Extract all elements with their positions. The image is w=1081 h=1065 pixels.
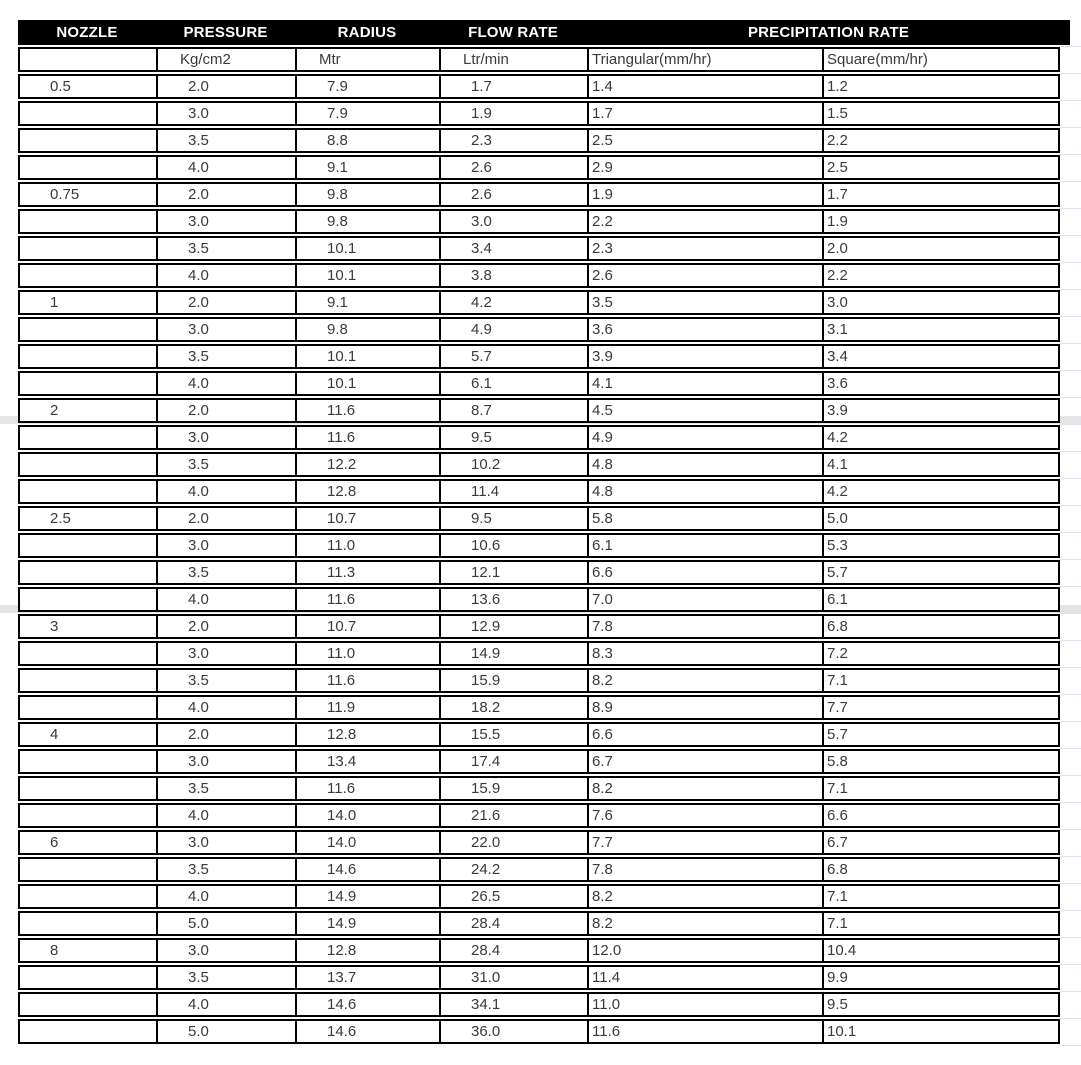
units-triangular-cell: Triangular(mm/hr) [587,47,822,72]
flow-rate-cell: 28.4 [439,911,587,936]
pressure-cell: 3.0 [156,749,295,774]
triangular-rate-cell: 2.5 [587,128,822,153]
pressure-cell: 3.5 [156,560,295,585]
flow-rate-cell: 13.6 [439,587,587,612]
square-rate-cell: 4.2 [822,479,1060,504]
table-row [18,965,1060,990]
pressure-cell: 4.0 [156,371,295,396]
radius-cell: 9.8 [295,209,439,234]
nozzle-cell [18,803,156,828]
pressure-cell: 4.0 [156,884,295,909]
triangular-rate-cell: 2.3 [587,236,822,261]
column-header-nozzle: NOZZLE [56,24,118,41]
table-row [18,317,1060,342]
flow-rate-cell: 18.2 [439,695,587,720]
table-row [18,641,1060,666]
square-rate-cell: 1.5 [822,101,1060,126]
triangular-rate-cell: 12.0 [587,938,822,963]
nozzle-cell [18,911,156,936]
table-row [18,1019,1060,1044]
nozzle-cell [18,668,156,693]
column-header-pressure: PRESSURE [183,24,268,41]
nozzle-cell [18,533,156,558]
units-pressure-cell: Kg/cm2 [156,47,295,72]
square-rate-cell: 2.0 [822,236,1060,261]
radius-cell: 11.0 [295,533,439,558]
nozzle-cell [18,209,156,234]
triangular-rate-cell: 8.3 [587,641,822,666]
pressure-cell: 4.0 [156,155,295,180]
pressure-cell: 2.0 [156,506,295,531]
square-rate-cell: 6.1 [822,587,1060,612]
table-row [18,722,1060,747]
triangular-rate-cell: 2.6 [587,263,822,288]
units-radius-cell: Mtr [295,47,439,72]
pressure-cell: 4.0 [156,479,295,504]
square-rate-cell: 5.8 [822,749,1060,774]
pressure-cell: 3.0 [156,938,295,963]
flow-rate-cell: 12.9 [439,614,587,639]
triangular-rate-cell: 11.0 [587,992,822,1017]
flow-rate-cell: 2.3 [439,128,587,153]
flow-rate-cell: 26.5 [439,884,587,909]
square-rate-cell: 6.8 [822,614,1060,639]
pressure-cell: 5.0 [156,1019,295,1044]
nozzle-cell: 8 [18,938,156,963]
square-rate-cell: 9.9 [822,965,1060,990]
table-row [18,74,1060,99]
square-rate-cell: 5.0 [822,506,1060,531]
table-row [18,371,1060,396]
radius-cell: 9.1 [295,290,439,315]
pressure-cell: 3.5 [156,776,295,801]
square-rate-cell: 5.7 [822,560,1060,585]
pressure-cell: 3.0 [156,830,295,855]
radius-cell: 10.1 [295,371,439,396]
table-row [18,911,1060,936]
flow-rate-cell: 10.6 [439,533,587,558]
radius-cell: 12.8 [295,938,439,963]
nozzle-cell [18,1019,156,1044]
nozzle-cell: 6 [18,830,156,855]
flow-rate-cell: 36.0 [439,1019,587,1044]
nozzle-cell: 3 [18,614,156,639]
square-rate-cell: 7.2 [822,641,1060,666]
triangular-rate-cell: 11.4 [587,965,822,990]
triangular-rate-cell: 3.6 [587,317,822,342]
triangular-rate-cell: 1.9 [587,182,822,207]
radius-cell: 11.6 [295,398,439,423]
radius-cell: 14.9 [295,911,439,936]
pressure-cell: 4.0 [156,695,295,720]
pressure-cell: 4.0 [156,992,295,1017]
pressure-cell: 2.0 [156,290,295,315]
flow-rate-cell: 3.4 [439,236,587,261]
pressure-cell: 2.0 [156,182,295,207]
radius-cell: 11.9 [295,695,439,720]
square-rate-cell: 10.1 [822,1019,1060,1044]
triangular-rate-cell: 6.1 [587,533,822,558]
nozzle-cell: 0.5 [18,74,156,99]
triangular-rate-cell: 4.8 [587,452,822,477]
radius-cell: 9.1 [295,155,439,180]
triangular-rate-cell: 6.6 [587,560,822,585]
triangular-rate-cell: 7.0 [587,587,822,612]
square-rate-cell: 9.5 [822,992,1060,1017]
nozzle-cell [18,371,156,396]
square-rate-cell: 3.0 [822,290,1060,315]
table-header-row [18,20,1070,45]
nozzle-cell [18,236,156,261]
square-rate-cell: 4.2 [822,425,1060,450]
flow-rate-cell: 9.5 [439,425,587,450]
table-row [18,209,1060,234]
pressure-cell: 3.0 [156,533,295,558]
pressure-cell: 2.0 [156,722,295,747]
radius-cell: 11.6 [295,776,439,801]
nozzle-cell [18,128,156,153]
radius-cell: 14.0 [295,803,439,828]
table-row [18,506,1060,531]
triangular-rate-cell: 8.9 [587,695,822,720]
pressure-cell: 3.5 [156,668,295,693]
table-row [18,101,1060,126]
flow-rate-cell: 28.4 [439,938,587,963]
radius-cell: 14.6 [295,992,439,1017]
table-row [18,290,1060,315]
units-nozzle-cell [18,47,156,72]
radius-cell: 12.8 [295,479,439,504]
nozzle-cell [18,992,156,1017]
triangular-rate-cell: 6.6 [587,722,822,747]
column-header-precipitation-rate: PRECIPITATION RATE [747,24,910,41]
flow-rate-cell: 15.9 [439,668,587,693]
nozzle-cell [18,344,156,369]
square-rate-cell: 6.6 [822,803,1060,828]
pressure-cell: 3.5 [156,857,295,882]
radius-cell: 10.1 [295,236,439,261]
radius-cell: 11.0 [295,641,439,666]
nozzle-cell [18,776,156,801]
pressure-cell: 4.0 [156,803,295,828]
nozzle-cell [18,884,156,909]
square-rate-cell: 1.9 [822,209,1060,234]
flow-rate-cell: 31.0 [439,965,587,990]
flow-rate-cell: 3.8 [439,263,587,288]
triangular-rate-cell: 3.9 [587,344,822,369]
radius-cell: 11.6 [295,668,439,693]
table-row [18,452,1060,477]
square-rate-cell: 7.1 [822,911,1060,936]
radius-cell: 10.7 [295,614,439,639]
triangular-rate-cell: 1.4 [587,74,822,99]
square-rate-cell: 7.1 [822,776,1060,801]
flow-rate-cell: 22.0 [439,830,587,855]
radius-cell: 11.3 [295,560,439,585]
pressure-cell: 4.0 [156,263,295,288]
nozzle-cell [18,479,156,504]
table-row [18,425,1060,450]
flow-rate-cell: 8.7 [439,398,587,423]
radius-cell: 14.9 [295,884,439,909]
nozzle-performance-table [18,45,1060,1046]
table-row [18,668,1060,693]
square-rate-cell: 10.4 [822,938,1060,963]
square-rate-cell: 5.7 [822,722,1060,747]
radius-cell: 9.8 [295,317,439,342]
square-rate-cell: 3.4 [822,344,1060,369]
flow-rate-cell: 2.6 [439,182,587,207]
triangular-rate-cell: 2.9 [587,155,822,180]
radius-cell: 13.4 [295,749,439,774]
square-rate-cell: 2.2 [822,263,1060,288]
pressure-cell: 2.0 [156,74,295,99]
column-header-radius: RADIUS [337,24,397,41]
flow-rate-cell: 15.5 [439,722,587,747]
square-rate-cell: 7.7 [822,695,1060,720]
square-rate-cell: 7.1 [822,668,1060,693]
table-row [18,236,1060,261]
flow-rate-cell: 6.1 [439,371,587,396]
square-rate-cell: 5.3 [822,533,1060,558]
triangular-rate-cell: 1.7 [587,101,822,126]
radius-cell: 7.9 [295,101,439,126]
pressure-cell: 3.0 [156,641,295,666]
triangular-rate-cell: 4.1 [587,371,822,396]
triangular-rate-cell: 7.8 [587,614,822,639]
pressure-cell: 3.0 [156,317,295,342]
square-rate-cell: 1.7 [822,182,1060,207]
radius-cell: 12.2 [295,452,439,477]
nozzle-cell [18,263,156,288]
triangular-rate-cell: 8.2 [587,911,822,936]
table-row [18,695,1060,720]
pressure-cell: 2.0 [156,614,295,639]
pressure-cell: 3.5 [156,344,295,369]
column-header-flow-rate: FLOW RATE [468,24,558,41]
table-row [18,479,1060,504]
radius-cell: 13.7 [295,965,439,990]
nozzle-cell: 0.75 [18,182,156,207]
triangular-rate-cell: 7.8 [587,857,822,882]
square-rate-cell: 3.9 [822,398,1060,423]
table-row [18,128,1060,153]
table-row [18,830,1060,855]
flow-rate-cell: 10.2 [439,452,587,477]
nozzle-cell [18,155,156,180]
table-row [18,803,1060,828]
triangular-rate-cell: 7.7 [587,830,822,855]
square-rate-cell: 3.6 [822,371,1060,396]
triangular-rate-cell: 8.2 [587,776,822,801]
square-rate-cell: 6.8 [822,857,1060,882]
units-square-cell: Square(mm/hr) [822,47,1060,72]
square-rate-cell: 7.1 [822,884,1060,909]
radius-cell: 8.8 [295,128,439,153]
triangular-rate-cell: 8.2 [587,668,822,693]
flow-rate-cell: 11.4 [439,479,587,504]
nozzle-cell [18,965,156,990]
pressure-cell: 3.5 [156,128,295,153]
square-rate-cell: 3.1 [822,317,1060,342]
table-row [18,857,1060,882]
nozzle-cell: 4 [18,722,156,747]
nozzle-cell [18,452,156,477]
square-rate-cell: 4.1 [822,452,1060,477]
table-row [18,263,1060,288]
table-row [18,938,1060,963]
nozzle-cell [18,101,156,126]
triangular-rate-cell: 2.2 [587,209,822,234]
nozzle-cell [18,857,156,882]
units-row [18,47,1060,72]
table-row [18,749,1060,774]
nozzle-cell [18,560,156,585]
flow-rate-cell: 21.6 [439,803,587,828]
square-rate-cell: 2.5 [822,155,1060,180]
pressure-cell: 5.0 [156,911,295,936]
triangular-rate-cell: 4.9 [587,425,822,450]
nozzle-cell: 2.5 [18,506,156,531]
nozzle-cell: 1 [18,290,156,315]
pressure-cell: 3.0 [156,425,295,450]
triangular-rate-cell: 4.5 [587,398,822,423]
pressure-cell: 3.0 [156,209,295,234]
table-row [18,776,1060,801]
pressure-cell: 3.5 [156,236,295,261]
table-row [18,614,1060,639]
radius-cell: 14.6 [295,857,439,882]
table-row [18,560,1060,585]
nozzle-cell [18,425,156,450]
triangular-rate-cell: 5.8 [587,506,822,531]
nozzle-cell [18,749,156,774]
square-rate-cell: 1.2 [822,74,1060,99]
flow-rate-cell: 34.1 [439,992,587,1017]
flow-rate-cell: 1.7 [439,74,587,99]
nozzle-cell: 2 [18,398,156,423]
flow-rate-cell: 12.1 [439,560,587,585]
radius-cell: 10.1 [295,344,439,369]
table-row [18,992,1060,1017]
flow-rate-cell: 9.5 [439,506,587,531]
nozzle-cell [18,641,156,666]
triangular-rate-cell: 3.5 [587,290,822,315]
table-row [18,533,1060,558]
table-row [18,182,1060,207]
radius-cell: 10.7 [295,506,439,531]
flow-rate-cell: 4.2 [439,290,587,315]
triangular-rate-cell: 8.2 [587,884,822,909]
radius-cell: 9.8 [295,182,439,207]
pressure-cell: 2.0 [156,398,295,423]
triangular-rate-cell: 11.6 [587,1019,822,1044]
flow-rate-cell: 24.2 [439,857,587,882]
flow-rate-cell: 2.6 [439,155,587,180]
flow-rate-cell: 3.0 [439,209,587,234]
table-row [18,155,1060,180]
triangular-rate-cell: 7.6 [587,803,822,828]
table-row [18,398,1060,423]
pressure-cell: 3.5 [156,452,295,477]
radius-cell: 11.6 [295,587,439,612]
radius-cell: 14.0 [295,830,439,855]
nozzle-cell [18,695,156,720]
flow-rate-cell: 4.9 [439,317,587,342]
square-rate-cell: 6.7 [822,830,1060,855]
flow-rate-cell: 14.9 [439,641,587,666]
table-row [18,344,1060,369]
triangular-rate-cell: 4.8 [587,479,822,504]
nozzle-cell [18,587,156,612]
radius-cell: 10.1 [295,263,439,288]
flow-rate-cell: 5.7 [439,344,587,369]
pressure-cell: 3.0 [156,101,295,126]
radius-cell: 14.6 [295,1019,439,1044]
table-row [18,587,1060,612]
table-row [18,884,1060,909]
nozzle-cell [18,317,156,342]
radius-cell: 7.9 [295,74,439,99]
flow-rate-cell: 1.9 [439,101,587,126]
radius-cell: 12.8 [295,722,439,747]
flow-rate-cell: 15.9 [439,776,587,801]
units-flow-cell: Ltr/min [439,47,587,72]
square-rate-cell: 2.2 [822,128,1060,153]
pressure-cell: 3.5 [156,965,295,990]
radius-cell: 11.6 [295,425,439,450]
flow-rate-cell: 17.4 [439,749,587,774]
triangular-rate-cell: 6.7 [587,749,822,774]
pressure-cell: 4.0 [156,587,295,612]
